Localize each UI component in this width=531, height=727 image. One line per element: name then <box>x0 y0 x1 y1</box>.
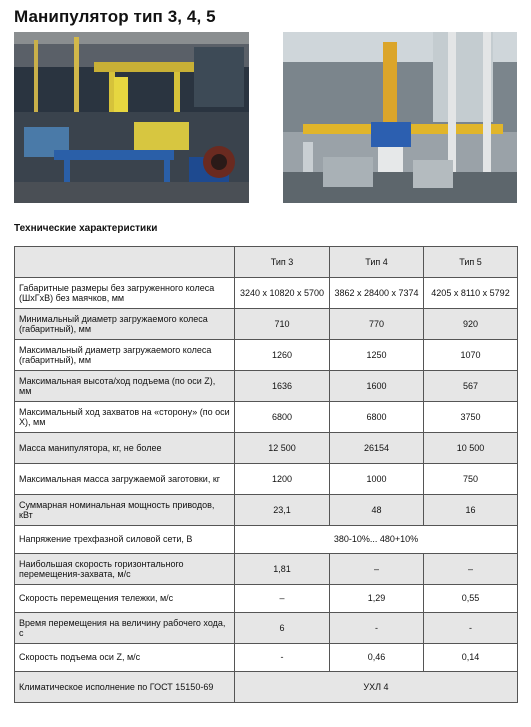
value-cell: 12 500 <box>235 433 330 464</box>
value-cell: 3862 x 28400 x 7374 <box>330 278 424 309</box>
value-cell: 1260 <box>235 340 330 371</box>
table-row <box>15 278 518 309</box>
value-cell: 4205 x 8110 x 5792 <box>424 278 518 309</box>
value-cell: 1200 <box>235 464 330 495</box>
row-label: Минимальный диаметр загружаемого колеса (габаритный), мм <box>15 309 235 340</box>
row-label: Климатическое исполнение по ГОСТ 15150-69 <box>15 672 235 703</box>
value-cell: 1,81 <box>235 554 330 585</box>
header-cell-type-5: Тип 5 <box>424 247 518 278</box>
factory-photo-gantry-manipulator <box>283 32 517 203</box>
value-cell: 3240 x 10820 x 5700 <box>235 278 330 309</box>
value-cell: 16 <box>424 495 518 526</box>
value-cell: - <box>235 644 330 672</box>
value-cell: – <box>424 554 518 585</box>
table-row <box>15 613 518 644</box>
value-cell: 1000 <box>330 464 424 495</box>
row-label: Максимальный диаметр загружаемого колеса (габаритный), мм <box>15 340 235 371</box>
table-row <box>15 371 518 402</box>
value-cell: 6800 <box>235 402 330 433</box>
value-cell: 567 <box>424 371 518 402</box>
value-cell: 750 <box>424 464 518 495</box>
value-cell: 3750 <box>424 402 518 433</box>
header-cell-empty <box>15 247 235 278</box>
value-cell: 6800 <box>330 402 424 433</box>
table-row <box>15 585 518 613</box>
value-cell: 0,55 <box>424 585 518 613</box>
value-cell: - <box>424 613 518 644</box>
value-cell: 1250 <box>330 340 424 371</box>
table-row <box>15 402 518 433</box>
value-cell: 26154 <box>330 433 424 464</box>
table-row <box>15 495 518 526</box>
table-header-row <box>15 247 518 278</box>
row-label: Наибольшая скорость горизонтального перемещения-захвата, м/с <box>15 554 235 585</box>
row-label: Скорость перемещения тележки, м/с <box>15 585 235 613</box>
value-cell: 1600 <box>330 371 424 402</box>
value-cell: 770 <box>330 309 424 340</box>
header-cell-type-3: Тип 3 <box>235 247 330 278</box>
value-cell: 23,1 <box>235 495 330 526</box>
table-row <box>15 526 518 554</box>
row-label: Максимальная высота/ход подъема (по оси Z), мм <box>15 371 235 402</box>
value-cell: 1636 <box>235 371 330 402</box>
row-label: Время перемещения на величину рабочего хода, с <box>15 613 235 644</box>
value-cell: 6 <box>235 613 330 644</box>
table-row <box>15 672 518 703</box>
table-row <box>15 554 518 585</box>
value-cell: 1,29 <box>330 585 424 613</box>
row-label: Напряжение трехфазной силовой сети, В <box>15 526 235 554</box>
value-cell: 1070 <box>424 340 518 371</box>
value-cell-merged: УХЛ 4 <box>235 672 518 703</box>
row-label: Максимальный ход захватов на «сторону» (по оси Х), мм <box>15 402 235 433</box>
section-heading-specs: Технические характеристики <box>14 223 158 234</box>
table-row <box>15 433 518 464</box>
specifications-table <box>14 246 518 703</box>
row-label: Габаритные размеры без загруженного колеса (ШхГхВ) без маячков, мм <box>15 278 235 309</box>
row-label: Скорость подъема оси Z, м/с <box>15 644 235 672</box>
value-cell: 920 <box>424 309 518 340</box>
value-cell: – <box>235 585 330 613</box>
table-row <box>15 464 518 495</box>
value-cell: 710 <box>235 309 330 340</box>
value-cell-merged: 380-10%... 480+10% <box>235 526 518 554</box>
value-cell: 48 <box>330 495 424 526</box>
factory-photo-yellow-manipulator <box>14 32 249 203</box>
row-label: Максимальная масса загружаемой заготовки, кг <box>15 464 235 495</box>
row-label: Масса манипулятора, кг, не более <box>15 433 235 464</box>
page-title: Манипулятор тип 3, 4, 5 <box>14 7 216 26</box>
value-cell: - <box>330 613 424 644</box>
table-row <box>15 340 518 371</box>
value-cell: – <box>330 554 424 585</box>
table-row <box>15 644 518 672</box>
value-cell: 0,14 <box>424 644 518 672</box>
value-cell: 0,46 <box>330 644 424 672</box>
row-label: Суммарная номинальная мощность приводов, кВт <box>15 495 235 526</box>
value-cell: 10 500 <box>424 433 518 464</box>
header-cell-type-4: Тип 4 <box>330 247 424 278</box>
table-row <box>15 309 518 340</box>
